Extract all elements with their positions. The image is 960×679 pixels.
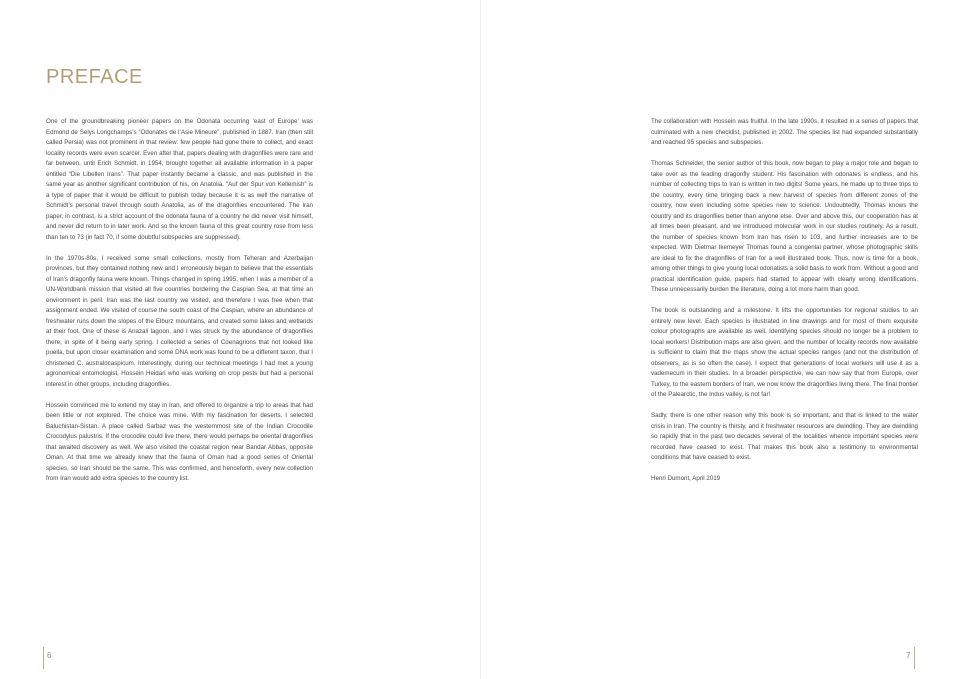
paragraph: Thomas Schneider, the senior author of this book, now began to play a major role and began to take over as the leading dragonfly student. His fascination with odonates is endless, and his number of collecting trips to Iran is written in two digits! Some years, he made up to three trips to the country, every time bringing back a new harvest of species from different zones of the country, now even including some species new to science. Undoubtedly, Thomas knows the country and its dragonflies better than anyone else. Over and above this, our cooperation has at all times been pleasant, and we introduced molecular work in our studies routinely. As a result, the number of species known from Iran has risen to 103, and further increases are to be expected. With Dietmar Ikemeyer Thomas found a congenial partner, whose photographic skills are ideal to fix the dragonflies of Iran for a well illustrated book. Thus, now is time for a book, among other things to give young local odonatists a solid basis to work from. Without a good and practical identification guide, papers had started to appear with clearly wrong identifications. These unnecessarily burden the literature, doing a lot more harm than good. (651, 160, 918, 293)
paragraph: The collaboration with Hossein was fruitful. In the late 1990s, it resulted in a series of papers that culminated with a new checklist, published in 2002. The species list had expanded substantially and reached 95 species and subspecies. (651, 118, 918, 146)
page-title: PREFACE (46, 66, 143, 88)
folio-rule-right (914, 647, 915, 669)
paragraph: The book is outstanding and a milestone. It lifts the opportunities for regional studies to an entirely new level. Each species is illustrated in line drawings and for most of them exquisite colour photographs are available as well. Identifying species should no longer be a problem to local workers! Distribution maps are also given, and the number of locality records now available is sufficient to claim that the maps show the actual species ranges (and not the distribution of observers, as is so often the case). I expect that generations of local workers will use it as a vademecum in their studies. In a broader perspective, we can now say that from Europe, over Turkey, to the eastern borders of Iran, we now know the dragonflies living there. The final frontier of the Palearctic, the Indus valley, is not far! (651, 307, 918, 398)
paragraph: Hossein convinced me to extend my stay in Iran, and offered to organize a trip to areas that had been little or not explored. The choice was mine. With my fascination for deserts, I selected Baluchistan-Sistan. A place called Sarbaz was the westernmost site of the Indian Crocodile Crocodylus palustris. If the crocodile could live there, there would perhaps be oriental dragonflies that awaited discovery as well. We also visited the coastal region near Bandar Abbas, opposite Oman. At that time we already knew that the fauna of Oman had a good series of Oriental species, so Iran should be the same. This was confirmed, and henceforth, every new collection from Iran would add extra species to the country list. (46, 401, 313, 482)
paragraph: Sadly, there is one other reason why this book is so important, and that is linked to the water crisis in Iran. The country is thirsty, and it freshwater resources are dwindling. They are dwindling so rapidly that in the past two decades several of the localities whence important species were recorded have ceased to exist. That makes this book also a testimony to environmental conditions that have ceased to exist. (651, 412, 918, 461)
page-number-left: 6 (47, 651, 52, 660)
signature-line: Henri Dumont, April 2019 (651, 475, 721, 482)
page-number-right: 7 (906, 651, 911, 660)
right-text-column (651, 117, 918, 495)
left-text-column (46, 117, 313, 495)
paragraph: In the 1970s-80s, I received some small collections, mostly from Teheran and Azerbaijan provinces, but they contained nothing new and I erroneously began to believe that the essentials of Iran’s dragonfly fauna were known. Things changed in spring 1995, when I was a member of a UN-Worldbank mission that visited all five countries bordering the Caspian Sea, at that time an environment in peril. Iran was the last country we visited, and therefore I was free when that assignment ended. We visited of course the south coast of the Caspian, where an abundance of freshwater runs down the slopes of the Elburz mountains, and created some lakes and wetlands at their foot. One of these is Anazali lagoon, and I was struck by the abundance of dragonflies there, in spite of it being early spring. I collected a series of Coenagrions that not looked like puella, but upon closer examination and some DNA work was found to be a different taxon, that I christened C. australocaspicum. Interestingly, during our technical meetings I had met a young agronomical entomologist, Hossein Heidari who was working on crop pests but had a personal interest in other groups, including dragonflies. (46, 254, 313, 388)
folio-rule-left (43, 647, 44, 669)
paragraph: One of the groundbreaking pioneer papers on the Odonata occurring ‘east of Europe’ was Edmond de Selys Longchamps’s “Odonates de l’Asie Mineure”, published in 1887. Iran (then still called Persia) was not prominent in that review: few people had gone there to collect, and exact locality records were even scarcer. Even after that, papers dealing with dragonflies were rare and far between, until Erich Schmidt, in 1954, brought together all available information in a paper entitled “Die Libellen Irans”. That paper instantly became a classic, and was published in the same year as another significant contribution of his, on Anatolia. “Auf der Spur von Kellemish” is a type of paper that it would be difficult to publish today because it is as well the narrative of Schmidt’s personal travel through south Anatolia, as of the dragonflies encountered. The Iran paper, in contrast, is a strict account of the odonata fauna of a country he did never visit himself, and never did return to in later work. And so the known fauna of this great country rose from less than ten to 73 (in fact 70, if some doubtful subspecies are suppressed). (46, 118, 313, 241)
page-gutter (480, 0, 481, 679)
